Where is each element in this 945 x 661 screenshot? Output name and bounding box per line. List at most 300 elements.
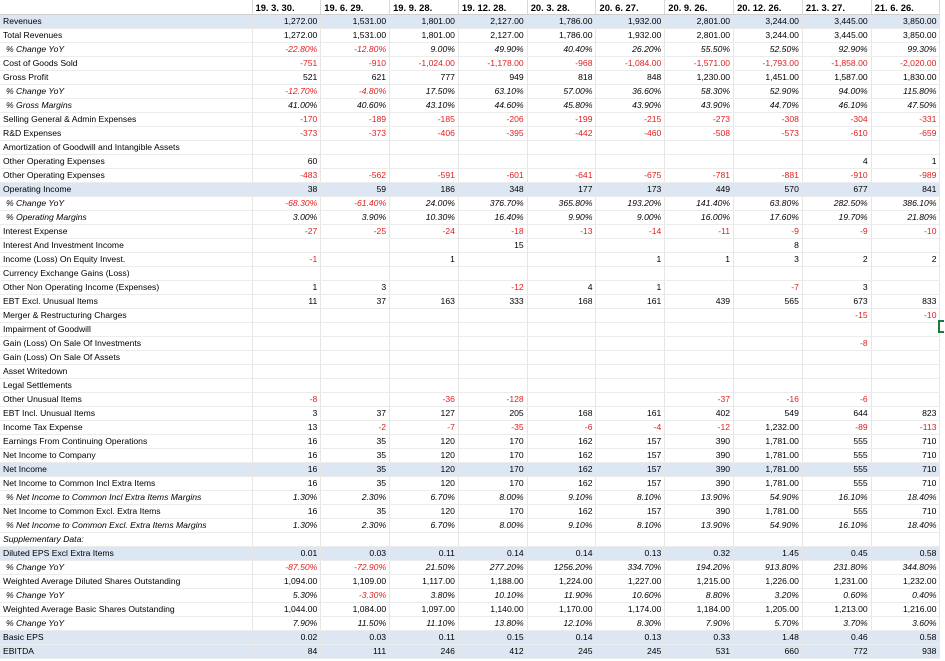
row-label-cell[interactable]: Other Operating Expenses <box>0 155 252 169</box>
value-cell[interactable]: -6 <box>527 421 596 435</box>
value-cell[interactable]: 16 <box>252 477 321 491</box>
value-cell[interactable]: 1,231.00 <box>802 575 871 589</box>
value-cell[interactable] <box>458 365 527 379</box>
value-cell[interactable]: 3 <box>734 253 803 267</box>
row-label-cell[interactable]: % Change YoY <box>0 589 252 603</box>
value-cell[interactable]: 772 <box>802 645 871 659</box>
value-cell[interactable]: 1,205.00 <box>734 603 803 617</box>
value-cell[interactable] <box>321 253 390 267</box>
value-cell[interactable]: 710 <box>871 435 940 449</box>
row-label-cell[interactable]: R&D Expenses <box>0 127 252 141</box>
value-cell[interactable]: 44.60% <box>458 99 527 113</box>
value-cell[interactable]: 0.45 <box>802 547 871 561</box>
value-cell[interactable]: 390 <box>665 449 734 463</box>
value-cell[interactable]: 170 <box>458 449 527 463</box>
value-cell[interactable]: 44.70% <box>734 99 803 113</box>
value-cell[interactable]: 57.00% <box>527 85 596 99</box>
row-label-cell[interactable]: Net Income to Common Excl. Extra Items <box>0 505 252 519</box>
value-cell[interactable]: 161 <box>596 407 665 421</box>
value-cell[interactable]: 18.40% <box>871 519 940 533</box>
value-cell[interactable]: 127 <box>390 407 459 421</box>
value-cell[interactable]: 1256.20% <box>527 561 596 575</box>
value-cell[interactable]: 8.00% <box>458 491 527 505</box>
value-cell[interactable] <box>458 337 527 351</box>
value-cell[interactable]: 3,244.00 <box>734 29 803 43</box>
value-cell[interactable] <box>252 239 321 253</box>
value-cell[interactable]: 120 <box>390 449 459 463</box>
value-cell[interactable]: 390 <box>665 463 734 477</box>
row-label-cell[interactable]: Net Income <box>0 463 252 477</box>
value-cell[interactable]: 2.30% <box>321 491 390 505</box>
value-cell[interactable]: 841 <box>871 183 940 197</box>
value-cell[interactable]: -14 <box>596 225 665 239</box>
value-cell[interactable]: -641 <box>527 169 596 183</box>
value-cell[interactable]: 246 <box>390 645 459 659</box>
value-cell[interactable] <box>802 379 871 393</box>
value-cell[interactable] <box>458 141 527 155</box>
value-cell[interactable]: 245 <box>596 645 665 659</box>
value-cell[interactable]: 115.80% <box>871 85 940 99</box>
value-cell[interactable] <box>321 533 390 547</box>
value-cell[interactable] <box>321 239 390 253</box>
value-cell[interactable]: 170 <box>458 463 527 477</box>
value-cell[interactable]: 1,830.00 <box>871 71 940 85</box>
value-cell[interactable]: 1,230.00 <box>665 71 734 85</box>
value-cell[interactable]: 1,232.00 <box>871 575 940 589</box>
value-cell[interactable] <box>871 281 940 295</box>
value-cell[interactable]: -128 <box>458 393 527 407</box>
value-cell[interactable]: 120 <box>390 463 459 477</box>
value-cell[interactable]: 63.10% <box>458 85 527 99</box>
value-cell[interactable]: 1,781.00 <box>734 477 803 491</box>
value-cell[interactable]: 1,216.00 <box>871 603 940 617</box>
value-cell[interactable]: 0.58 <box>871 547 940 561</box>
value-cell[interactable]: -395 <box>458 127 527 141</box>
value-cell[interactable] <box>734 533 803 547</box>
value-cell[interactable] <box>596 365 665 379</box>
value-cell[interactable] <box>596 379 665 393</box>
value-cell[interactable]: 3,850.00 <box>871 29 940 43</box>
value-cell[interactable] <box>527 393 596 407</box>
value-cell[interactable] <box>252 267 321 281</box>
value-cell[interactable] <box>321 351 390 365</box>
value-cell[interactable]: 16.00% <box>665 211 734 225</box>
row-label-cell[interactable]: EBITDA <box>0 645 252 659</box>
value-cell[interactable]: -601 <box>458 169 527 183</box>
row-label-cell[interactable]: Other Non Operating Income (Expenses) <box>0 281 252 295</box>
value-cell[interactable] <box>390 155 459 169</box>
value-cell[interactable]: 9.10% <box>527 519 596 533</box>
selected-cell-indicator[interactable] <box>938 320 944 333</box>
value-cell[interactable]: 37 <box>321 295 390 309</box>
value-cell[interactable]: 40.60% <box>321 99 390 113</box>
value-cell[interactable] <box>871 141 940 155</box>
value-cell[interactable]: 555 <box>802 435 871 449</box>
value-cell[interactable]: 1,932.00 <box>596 15 665 29</box>
value-cell[interactable]: -2 <box>321 421 390 435</box>
value-cell[interactable] <box>665 337 734 351</box>
value-cell[interactable]: 8.00% <box>458 519 527 533</box>
value-cell[interactable] <box>871 267 940 281</box>
value-cell[interactable]: -12.70% <box>252 85 321 99</box>
value-cell[interactable]: -113 <box>871 421 940 435</box>
value-cell[interactable]: 8.10% <box>596 491 665 505</box>
value-cell[interactable]: 37 <box>321 407 390 421</box>
row-label-cell[interactable]: Gross Profit <box>0 71 252 85</box>
value-cell[interactable]: 521 <box>252 71 321 85</box>
value-cell[interactable]: 21.80% <box>871 211 940 225</box>
value-cell[interactable]: 1,801.00 <box>390 15 459 29</box>
value-cell[interactable]: -13 <box>527 225 596 239</box>
value-cell[interactable]: 0.58 <box>871 631 940 645</box>
value-cell[interactable]: 0.15 <box>458 631 527 645</box>
value-cell[interactable]: -170 <box>252 113 321 127</box>
value-cell[interactable] <box>458 155 527 169</box>
corner-cell[interactable] <box>0 0 252 15</box>
value-cell[interactable]: -185 <box>390 113 459 127</box>
value-cell[interactable]: -7 <box>734 281 803 295</box>
value-cell[interactable]: 710 <box>871 477 940 491</box>
value-cell[interactable]: 84 <box>252 645 321 659</box>
value-cell[interactable]: -8 <box>802 337 871 351</box>
value-cell[interactable]: -406 <box>390 127 459 141</box>
value-cell[interactable]: 555 <box>802 463 871 477</box>
value-cell[interactable]: 1,272.00 <box>252 29 321 43</box>
value-cell[interactable]: 3 <box>252 407 321 421</box>
value-cell[interactable]: 1,781.00 <box>734 435 803 449</box>
value-cell[interactable]: 54.90% <box>734 519 803 533</box>
value-cell[interactable]: 11.90% <box>527 589 596 603</box>
value-cell[interactable]: 26.20% <box>596 43 665 57</box>
value-cell[interactable]: 163 <box>390 295 459 309</box>
row-label-cell[interactable]: % Change YoY <box>0 561 252 575</box>
value-cell[interactable]: 402 <box>665 407 734 421</box>
value-cell[interactable] <box>527 533 596 547</box>
row-label-cell[interactable]: % Gross Margins <box>0 99 252 113</box>
value-cell[interactable]: 186 <box>390 183 459 197</box>
value-cell[interactable]: 60 <box>252 155 321 169</box>
value-cell[interactable]: -1 <box>252 253 321 267</box>
value-cell[interactable]: -37 <box>665 393 734 407</box>
value-cell[interactable]: 3,445.00 <box>802 15 871 29</box>
value-cell[interactable]: 4 <box>802 155 871 169</box>
value-cell[interactable]: 58.30% <box>665 85 734 99</box>
value-cell[interactable] <box>527 239 596 253</box>
value-cell[interactable]: 47.50% <box>871 99 940 113</box>
value-cell[interactable]: 277.20% <box>458 561 527 575</box>
value-cell[interactable]: 157 <box>596 463 665 477</box>
row-label-cell[interactable]: Asset Writedown <box>0 365 252 379</box>
value-cell[interactable]: 3 <box>321 281 390 295</box>
value-cell[interactable] <box>527 351 596 365</box>
value-cell[interactable]: 52.50% <box>734 43 803 57</box>
value-cell[interactable]: 3.00% <box>252 211 321 225</box>
row-label-cell[interactable]: EBT Excl. Unusual Items <box>0 295 252 309</box>
value-cell[interactable]: 1,184.00 <box>665 603 734 617</box>
row-label-cell[interactable]: Net Income to Company <box>0 449 252 463</box>
value-cell[interactable]: 120 <box>390 477 459 491</box>
value-cell[interactable]: 1,109.00 <box>321 575 390 589</box>
value-cell[interactable] <box>871 337 940 351</box>
value-cell[interactable]: 205 <box>458 407 527 421</box>
value-cell[interactable]: -6 <box>802 393 871 407</box>
value-cell[interactable]: 0.60% <box>802 589 871 603</box>
row-label-cell[interactable]: Merger & Restructuring Charges <box>0 309 252 323</box>
row-label-cell[interactable]: Other Unusual Items <box>0 393 252 407</box>
value-cell[interactable]: 1,170.00 <box>527 603 596 617</box>
value-cell[interactable]: 1,932.00 <box>596 29 665 43</box>
value-cell[interactable]: 35 <box>321 505 390 519</box>
value-cell[interactable] <box>734 351 803 365</box>
value-cell[interactable]: -11 <box>665 225 734 239</box>
value-cell[interactable]: -910 <box>802 169 871 183</box>
value-cell[interactable] <box>734 323 803 337</box>
value-cell[interactable]: 16 <box>252 463 321 477</box>
value-cell[interactable]: -2,020.00 <box>871 57 940 71</box>
value-cell[interactable]: 1 <box>596 253 665 267</box>
value-cell[interactable]: -675 <box>596 169 665 183</box>
value-cell[interactable]: 162 <box>527 449 596 463</box>
value-cell[interactable]: 0.01 <box>252 547 321 561</box>
value-cell[interactable]: 162 <box>527 505 596 519</box>
value-cell[interactable]: -9 <box>734 225 803 239</box>
column-header[interactable]: 20. 12. 26. <box>734 0 803 15</box>
value-cell[interactable]: 11.10% <box>390 617 459 631</box>
value-cell[interactable]: 111 <box>321 645 390 659</box>
row-label-cell[interactable]: Earnings From Continuing Operations <box>0 435 252 449</box>
value-cell[interactable] <box>252 309 321 323</box>
value-cell[interactable] <box>527 323 596 337</box>
value-cell[interactable]: -27 <box>252 225 321 239</box>
value-cell[interactable] <box>734 141 803 155</box>
value-cell[interactable] <box>665 533 734 547</box>
row-label-cell[interactable]: Legal Settlements <box>0 379 252 393</box>
value-cell[interactable]: 390 <box>665 435 734 449</box>
value-cell[interactable]: 644 <box>802 407 871 421</box>
value-cell[interactable]: 3 <box>802 281 871 295</box>
value-cell[interactable]: 63.80% <box>734 197 803 211</box>
value-cell[interactable]: 1,801.00 <box>390 29 459 43</box>
value-cell[interactable]: 439 <box>665 295 734 309</box>
value-cell[interactable]: 11 <box>252 295 321 309</box>
value-cell[interactable]: -25 <box>321 225 390 239</box>
value-cell[interactable] <box>665 281 734 295</box>
value-cell[interactable]: 938 <box>871 645 940 659</box>
value-cell[interactable]: 6.70% <box>390 491 459 505</box>
column-header[interactable]: 20. 3. 28. <box>527 0 596 15</box>
value-cell[interactable]: -4.80% <box>321 85 390 99</box>
value-cell[interactable]: 15 <box>458 239 527 253</box>
value-cell[interactable] <box>321 309 390 323</box>
value-cell[interactable]: 16 <box>252 505 321 519</box>
row-label-cell[interactable]: % Change YoY <box>0 617 252 631</box>
row-label-cell[interactable]: Cost of Goods Sold <box>0 57 252 71</box>
value-cell[interactable]: 35 <box>321 435 390 449</box>
value-cell[interactable]: -373 <box>252 127 321 141</box>
value-cell[interactable]: 13.90% <box>665 491 734 505</box>
value-cell[interactable]: 170 <box>458 505 527 519</box>
value-cell[interactable]: 11.50% <box>321 617 390 631</box>
row-label-cell[interactable]: Other Operating Expenses <box>0 169 252 183</box>
value-cell[interactable]: -7 <box>390 421 459 435</box>
value-cell[interactable] <box>458 253 527 267</box>
value-cell[interactable]: 3,445.00 <box>802 29 871 43</box>
value-cell[interactable]: 1 <box>665 253 734 267</box>
value-cell[interactable]: 0.11 <box>390 631 459 645</box>
value-cell[interactable]: -331 <box>871 113 940 127</box>
value-cell[interactable]: 40.40% <box>527 43 596 57</box>
value-cell[interactable]: -3.30% <box>321 589 390 603</box>
value-cell[interactable]: 46.10% <box>802 99 871 113</box>
value-cell[interactable]: 818 <box>527 71 596 85</box>
value-cell[interactable]: 5.30% <box>252 589 321 603</box>
value-cell[interactable]: 0.14 <box>527 631 596 645</box>
value-cell[interactable]: 1,531.00 <box>321 29 390 43</box>
value-cell[interactable] <box>802 141 871 155</box>
value-cell[interactable] <box>871 239 940 253</box>
value-cell[interactable] <box>527 379 596 393</box>
value-cell[interactable] <box>665 309 734 323</box>
value-cell[interactable]: 43.10% <box>390 99 459 113</box>
value-cell[interactable]: -24 <box>390 225 459 239</box>
value-cell[interactable]: -1,084.00 <box>596 57 665 71</box>
value-cell[interactable]: -573 <box>734 127 803 141</box>
value-cell[interactable] <box>802 323 871 337</box>
value-cell[interactable]: 5.70% <box>734 617 803 631</box>
value-cell[interactable] <box>802 239 871 253</box>
value-cell[interactable]: -308 <box>734 113 803 127</box>
value-cell[interactable]: 10.30% <box>390 211 459 225</box>
row-label-cell[interactable]: Income (Loss) On Equity Invest. <box>0 253 252 267</box>
value-cell[interactable]: -442 <box>527 127 596 141</box>
value-cell[interactable]: 1,786.00 <box>527 15 596 29</box>
value-cell[interactable]: 0.32 <box>665 547 734 561</box>
value-cell[interactable]: 157 <box>596 449 665 463</box>
value-cell[interactable] <box>390 281 459 295</box>
value-cell[interactable]: -781 <box>665 169 734 183</box>
value-cell[interactable]: 555 <box>802 505 871 519</box>
value-cell[interactable]: 3.60% <box>871 617 940 631</box>
value-cell[interactable]: 94.00% <box>802 85 871 99</box>
value-cell[interactable] <box>734 267 803 281</box>
value-cell[interactable] <box>596 393 665 407</box>
value-cell[interactable] <box>665 239 734 253</box>
value-cell[interactable]: -12 <box>665 421 734 435</box>
value-cell[interactable]: 1,781.00 <box>734 449 803 463</box>
value-cell[interactable] <box>527 267 596 281</box>
value-cell[interactable]: 13.90% <box>665 519 734 533</box>
value-cell[interactable] <box>458 309 527 323</box>
value-cell[interactable] <box>390 141 459 155</box>
value-cell[interactable]: 4 <box>527 281 596 295</box>
value-cell[interactable] <box>665 379 734 393</box>
value-cell[interactable]: 334.70% <box>596 561 665 575</box>
value-cell[interactable]: 1,117.00 <box>390 575 459 589</box>
value-cell[interactable]: 8.80% <box>665 589 734 603</box>
row-label-cell[interactable]: % Net Income to Common Excl. Extra Items Margins <box>0 519 252 533</box>
column-header[interactable]: 21. 6. 26. <box>871 0 940 15</box>
value-cell[interactable]: 194.20% <box>665 561 734 575</box>
value-cell[interactable]: 677 <box>802 183 871 197</box>
value-cell[interactable] <box>390 351 459 365</box>
value-cell[interactable] <box>390 309 459 323</box>
value-cell[interactable] <box>390 267 459 281</box>
value-cell[interactable]: -989 <box>871 169 940 183</box>
row-label-cell[interactable]: % Operating Margins <box>0 211 252 225</box>
value-cell[interactable]: -4 <box>596 421 665 435</box>
value-cell[interactable]: -68.30% <box>252 197 321 211</box>
column-header[interactable]: 21. 3. 27. <box>802 0 871 15</box>
value-cell[interactable]: 365.80% <box>527 197 596 211</box>
value-cell[interactable]: 1,227.00 <box>596 575 665 589</box>
value-cell[interactable]: 16.10% <box>802 519 871 533</box>
value-cell[interactable]: 16.40% <box>458 211 527 225</box>
value-cell[interactable]: -483 <box>252 169 321 183</box>
value-cell[interactable] <box>871 351 940 365</box>
value-cell[interactable] <box>458 379 527 393</box>
value-cell[interactable]: 1,781.00 <box>734 463 803 477</box>
value-cell[interactable]: 1,587.00 <box>802 71 871 85</box>
row-label-cell[interactable]: Gain (Loss) On Sale Of Investments <box>0 337 252 351</box>
value-cell[interactable]: 161 <box>596 295 665 309</box>
value-cell[interactable]: 18.40% <box>871 491 940 505</box>
value-cell[interactable]: -881 <box>734 169 803 183</box>
value-cell[interactable]: 173 <box>596 183 665 197</box>
value-cell[interactable]: 120 <box>390 435 459 449</box>
value-cell[interactable]: 157 <box>596 435 665 449</box>
value-cell[interactable]: -1,178.00 <box>458 57 527 71</box>
value-cell[interactable] <box>390 337 459 351</box>
value-cell[interactable]: 177 <box>527 183 596 197</box>
value-cell[interactable]: -8 <box>252 393 321 407</box>
value-cell[interactable]: -72.90% <box>321 561 390 575</box>
value-cell[interactable] <box>527 155 596 169</box>
value-cell[interactable]: 162 <box>527 477 596 491</box>
value-cell[interactable]: 2 <box>871 253 940 267</box>
value-cell[interactable]: 3.80% <box>390 589 459 603</box>
value-cell[interactable]: 412 <box>458 645 527 659</box>
value-cell[interactable]: 168 <box>527 407 596 421</box>
value-cell[interactable]: 0.33 <box>665 631 734 645</box>
value-cell[interactable]: 3.90% <box>321 211 390 225</box>
value-cell[interactable]: -18 <box>458 225 527 239</box>
value-cell[interactable]: 555 <box>802 449 871 463</box>
column-header[interactable]: 19. 9. 28. <box>390 0 459 15</box>
value-cell[interactable]: 0.03 <box>321 631 390 645</box>
value-cell[interactable] <box>596 239 665 253</box>
value-cell[interactable]: 10.60% <box>596 589 665 603</box>
row-label-cell[interactable]: Basic EPS <box>0 631 252 645</box>
value-cell[interactable] <box>665 141 734 155</box>
value-cell[interactable] <box>596 309 665 323</box>
row-label-cell[interactable]: Interest Expense <box>0 225 252 239</box>
value-cell[interactable] <box>321 379 390 393</box>
value-cell[interactable] <box>596 141 665 155</box>
value-cell[interactable]: 1 <box>252 281 321 295</box>
value-cell[interactable]: 2,127.00 <box>458 15 527 29</box>
value-cell[interactable]: 9.90% <box>527 211 596 225</box>
value-cell[interactable]: 1,084.00 <box>321 603 390 617</box>
value-cell[interactable]: 1.30% <box>252 519 321 533</box>
value-cell[interactable] <box>734 155 803 169</box>
value-cell[interactable] <box>321 337 390 351</box>
value-cell[interactable]: 3.20% <box>734 589 803 603</box>
value-cell[interactable] <box>252 379 321 393</box>
value-cell[interactable] <box>871 379 940 393</box>
value-cell[interactable]: 777 <box>390 71 459 85</box>
value-cell[interactable]: 2,127.00 <box>458 29 527 43</box>
value-cell[interactable]: 1,215.00 <box>665 575 734 589</box>
